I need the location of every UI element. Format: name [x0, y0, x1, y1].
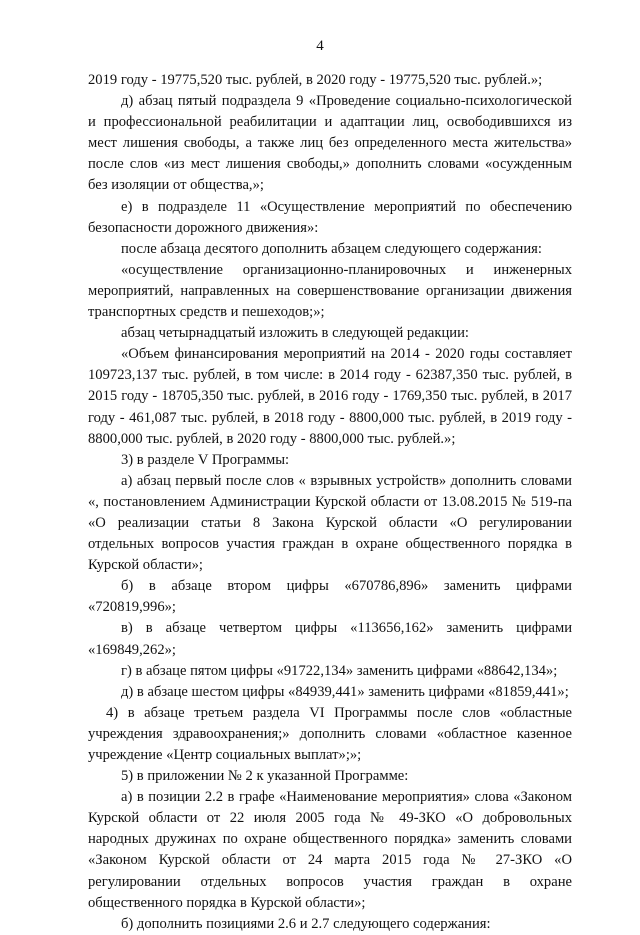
paragraph-fourteenth-abzac: абзац четырнадцатый изложить в следующей редакции:	[121, 325, 469, 342]
paragraph-section-v-item-v: в) в абзаце четвертом цифры «113656,162» заменить цифрами «169849,262»;	[88, 620, 572, 658]
document-body	[88, 70, 572, 935]
paragraph-after-tenth: после абзаца десятого дополнить абзацем следующего содержания:	[121, 240, 542, 257]
paragraph-appendix-2: 5) в приложении № 2 к указанной Программе:	[121, 768, 409, 785]
paragraph-new-abzac-text: «осуществление организационно-планировочных и инженерных мероприятий, направленных на совершенствование организации движения транспортных средств и пешеходов;»;	[88, 261, 572, 321]
paragraph-section-v-item-a: а) абзац первый после слов « взрывных устройств» дополнить словами «, постановлением Администрации Курской области от 13.08.2015 № 519-па «О реализации статьи 8 Закона Курской области «О регулировании отдельных вопросов участия граждан в охране общественного порядка в Курской области»;	[88, 472, 572, 574]
page-number: 4	[316, 38, 324, 54]
paragraph-item-d-rehabilitation: д) абзац пятый подраздела 9 «Проведение социально-психологической и профессиональной реабилитации и адаптации лиц, освободившихся из мест лишения свободы, а также лиц без определенного места жительства» после слов «из мест лишения свободы,» дополнить словами «осужденным без изоляции от общества,»;	[88, 93, 572, 194]
paragraph-item-e-road-safety: е) в подразделе 11 «Осуществление мероприятий по обеспечению безопасности дорожного движения»:	[88, 198, 572, 236]
paragraph-appendix-2-item-a: а) в позиции 2.2 в графе «Наименование мероприятия» слова «Законом Курской области от 22 июля 2005 года № 49-ЗКО «О добровольных народных дружинах по охране общественного порядка» заменить словами «Законом Курской области от 24 марта 2015 года № 27-ЗКО «О регулировании отдельных вопросов участия граждан в охране общественного порядка в Курской области»;	[88, 789, 572, 911]
paragraph-section-v: 3) в разделе V Программы:	[121, 451, 290, 468]
paragraph-funding-volume: «Объем финансирования мероприятий на 2014 - 2020 годы составляет 109723,137 тыс. рублей, в том числе: в 2014 году - 62387,350 тыс. рублей, в 2015 году - 18705,350 тыс. рублей, в 2016 году - 1769,350 тыс. рублей, в 2017 году - 461,087 тыс. рублей, в 2018 году - 8800,000 тыс. рублей, в 2019 году - 8800,000 тыс. рублей, в 2020 году - 8800,000 тыс. рублей.»;	[88, 346, 572, 447]
paragraph-section-vi: 4) в абзаце третьем раздела VI Программы после слов «областные учреждения здравоохранения;» дополнить словами «областное казенное учреждение «Центр социальных выплат»;»;	[88, 704, 572, 763]
paragraph-section-v-item-g: г) в абзаце пятом цифры «91722,134» заменить цифрами «88642,134»;	[121, 662, 558, 679]
paragraph-section-v-item-d: д) в абзаце шестом цифры «84939,441» заменить цифрами «81859,441»;	[121, 683, 569, 700]
paragraph-section-v-item-b: б) в абзаце втором цифры «670786,896» заменить цифрами «720819,996»;	[88, 578, 572, 616]
paragraph-appendix-2-item-b: б) дополнить позициями 2.6 и 2.7 следующего содержания:	[121, 915, 491, 932]
paragraph-funding-continuation: 2019 году - 19775,520 тыс. рублей, в 2020 году - 19775,520 тыс. рублей.»;	[88, 72, 543, 88]
